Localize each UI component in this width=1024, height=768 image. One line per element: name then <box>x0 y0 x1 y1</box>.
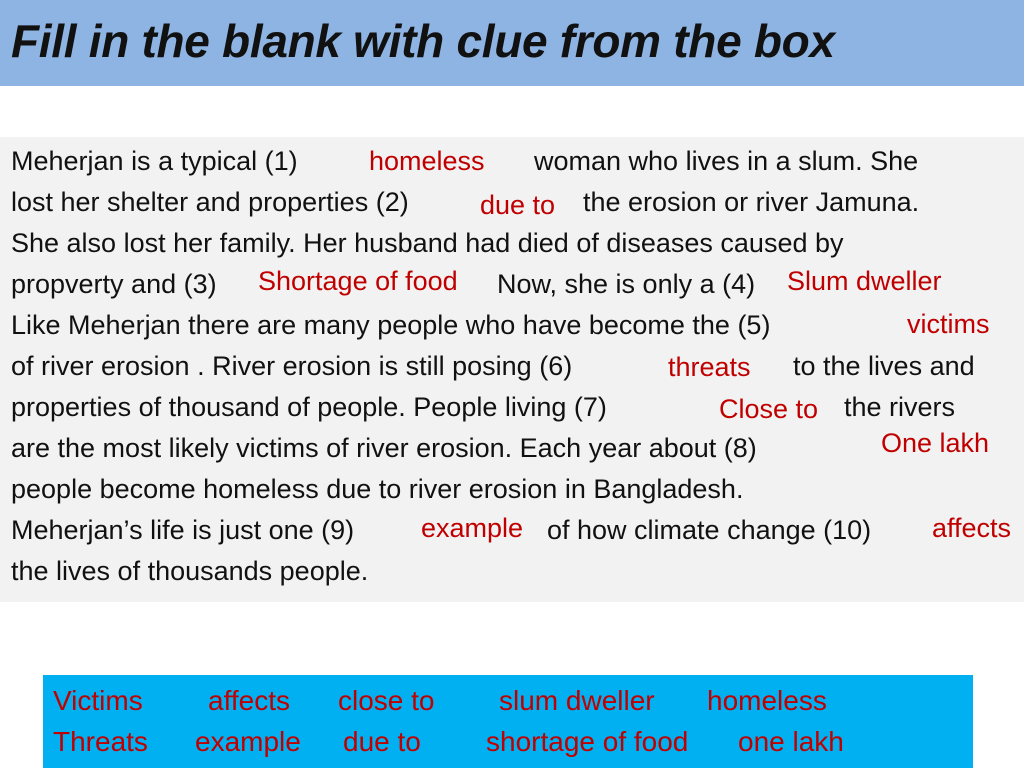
passage-line-4a: propverty and (3) <box>11 269 217 299</box>
answer-1: homeless <box>369 146 485 176</box>
answer-2: due to <box>480 190 556 220</box>
passage-line-11: the lives of thousands people. <box>11 556 369 586</box>
clue-homeless: homeless <box>707 685 827 716</box>
passage-line-3: She also lost her family. Her husband had died of diseases caused by <box>11 228 844 258</box>
clue-victims: Victims <box>53 685 143 716</box>
answer-10: affects <box>932 513 1012 543</box>
page-title: Fill in the blank with clue from the box <box>11 15 835 67</box>
passage-line-6a: of river erosion . River erosion is still posing (6) <box>11 351 573 381</box>
answer-5: victims <box>907 309 990 339</box>
passage-line-7a: properties of thousand of people. People living (7) <box>11 392 607 422</box>
passage-line-8: are the most likely victims of river erosion. Each year about (8) <box>11 433 757 463</box>
passage-line-4b: Now, she is only a (4) <box>497 269 756 299</box>
clue-due-to: due to <box>343 726 421 757</box>
passage-line-1b: woman who lives in a slum. She <box>534 146 919 176</box>
clue-threats: Threats <box>53 726 148 757</box>
clue-slum-dweller: slum dweller <box>499 685 655 716</box>
passage-line-10b: of how climate change (10) <box>547 515 872 545</box>
answer-3: Shortage of food <box>258 266 458 296</box>
passage-line-10a: Meherjan’s life is just one (9) <box>11 515 355 545</box>
passage-line-9: people become homeless due to river erosion in Bangladesh. <box>11 474 744 504</box>
passage-line-7b: the rivers <box>844 392 956 422</box>
title-bar <box>0 0 1024 86</box>
answer-4: Slum dweller <box>787 266 942 296</box>
clue-one-lakh: one lakh <box>738 726 844 757</box>
answer-6: threats <box>668 352 751 382</box>
answer-9: example <box>421 513 524 543</box>
passage-line-5: Like Meherjan there are many people who have become the (5) <box>11 310 771 340</box>
passage-line-6b: to the lives and <box>793 351 975 381</box>
passage-line-2a: lost her shelter and properties (2) <box>11 187 409 217</box>
clue-close-to: close to <box>338 685 435 716</box>
answer-7: Close to <box>719 394 819 424</box>
passage-line-2b: the erosion or river Jamuna. <box>583 187 920 217</box>
clue-affects: affects <box>208 685 290 716</box>
answer-8: One lakh <box>881 428 990 458</box>
passage-line-1a: Meherjan is a typical (1) <box>11 146 298 176</box>
clue-example: example <box>195 726 301 757</box>
clue-shortage-of-food: shortage of food <box>486 726 689 757</box>
